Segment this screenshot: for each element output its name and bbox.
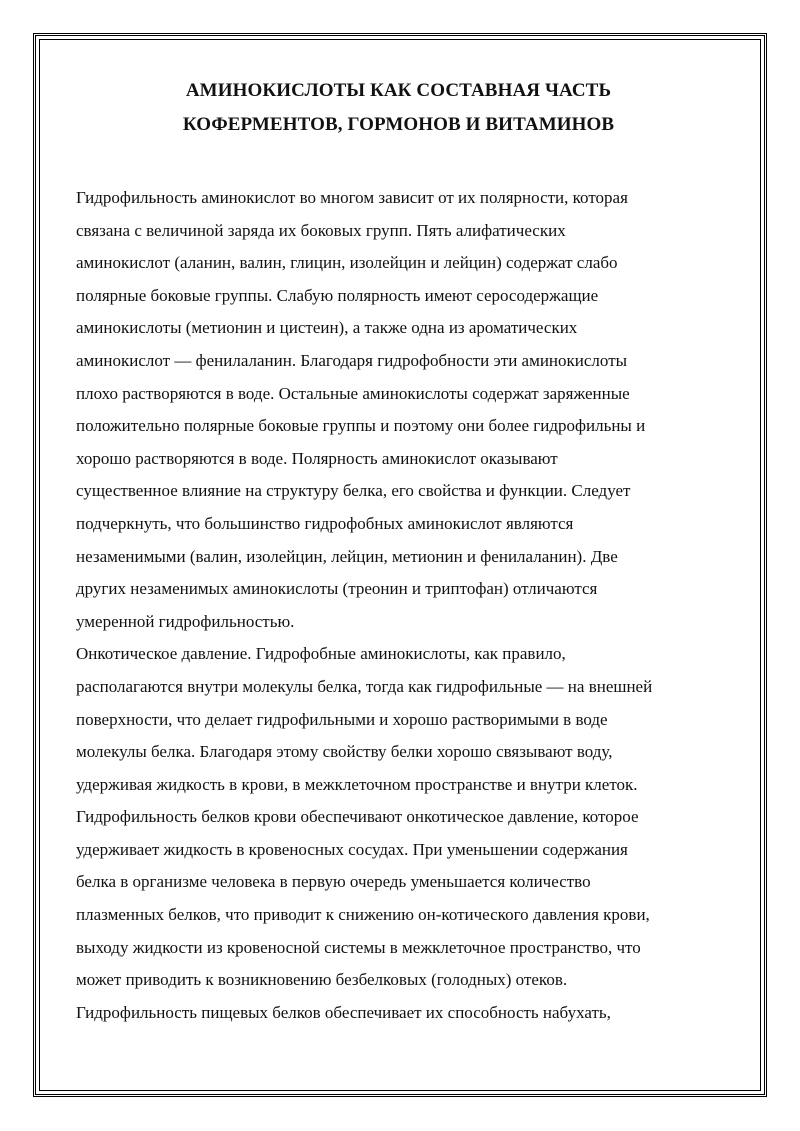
text-line: положительно полярные боковые группы и поэтому они более гидрофильны и bbox=[76, 416, 646, 436]
text-line: существенное влияние на структуру белка, его свойства и функции. Следует bbox=[76, 481, 631, 501]
title-line: АМИНОКИСЛОТЫ КАК СОСТАВНАЯ ЧАСТЬ bbox=[185, 80, 612, 101]
text-line: удерживает жидкость в кровеносных сосудах. При уменьшении содержания bbox=[76, 839, 628, 859]
document-body bbox=[76, 74, 721, 1029]
text-line: Гидрофильность белков крови обеспечивают онкотическое давление, которое bbox=[76, 807, 639, 827]
text-line: белка в организме человека в первую очередь уменьшается количество bbox=[76, 872, 591, 892]
text-line: удерживая жидкость в крови, в межклеточном пространстве и внутри клеток. bbox=[76, 774, 638, 794]
text-line: умеренной гидрофильностью. bbox=[76, 611, 295, 631]
text-line: хорошо растворяются в воде. Полярность аминокислот оказывают bbox=[76, 448, 558, 468]
body-text bbox=[76, 182, 721, 1029]
text-line: аминокислоты (метионин и цистеин), а также одна из ароматических bbox=[76, 318, 578, 338]
text-line: связана с величиной заряда их боковых групп. Пять алифатических bbox=[76, 220, 566, 240]
text-line: других незаменимых аминокислоты (треонин и триптофан) отличаются bbox=[76, 579, 598, 599]
text-line: незаменимыми (валин, изолейцин, лейцин, метионин и фенилаланин). Две bbox=[76, 546, 618, 566]
text-line: плохо растворяются в воде. Остальные аминокислоты содержат заряженные bbox=[76, 383, 630, 403]
text-line: Гидрофильность аминокислот во многом зависит от их полярности, которая bbox=[76, 188, 628, 207]
text-line: аминокислот — фенилаланин. Благодаря гидрофобности эти аминокислоты bbox=[76, 350, 628, 370]
text-line: плазменных белков, что приводит к снижению он-котического давления крови, bbox=[76, 905, 650, 925]
text-line: подчеркнуть, что большинство гидрофобных аминокислот являются bbox=[76, 513, 574, 533]
text-line: Онкотическое давление. Гидрофобные аминокислоты, как правило, bbox=[76, 644, 566, 664]
text-line: может приводить к возникновению безбелковых (голодных) отеков. bbox=[76, 970, 568, 990]
text-line: молекулы белка. Благодаря этому свойству белки хорошо связывают воду, bbox=[76, 742, 613, 762]
text-line: поверхности, что делает гидрофильными и хорошо растворимыми в воде bbox=[76, 709, 608, 729]
text-line: аминокислот (аланин, валин, глицин, изолейцин и лейцин) содержат слабо bbox=[76, 253, 618, 273]
text-line: располагаются внутри молекулы белка, тогда как гидрофильные — на внешней bbox=[76, 676, 653, 696]
text-line: полярные боковые группы. Слабую полярность имеют серосодержащие bbox=[76, 285, 599, 305]
text-line: Гидрофильность пищевых белков обеспечивает их способность набухать, bbox=[76, 1002, 611, 1022]
document-title bbox=[76, 74, 721, 142]
title-line: КОФЕРМЕНТОВ, ГОРМОНОВ И ВИТАМИНОВ bbox=[182, 114, 615, 135]
text-line: выходу жидкости из кровеносной системы в межклеточное пространство, что bbox=[76, 937, 641, 957]
